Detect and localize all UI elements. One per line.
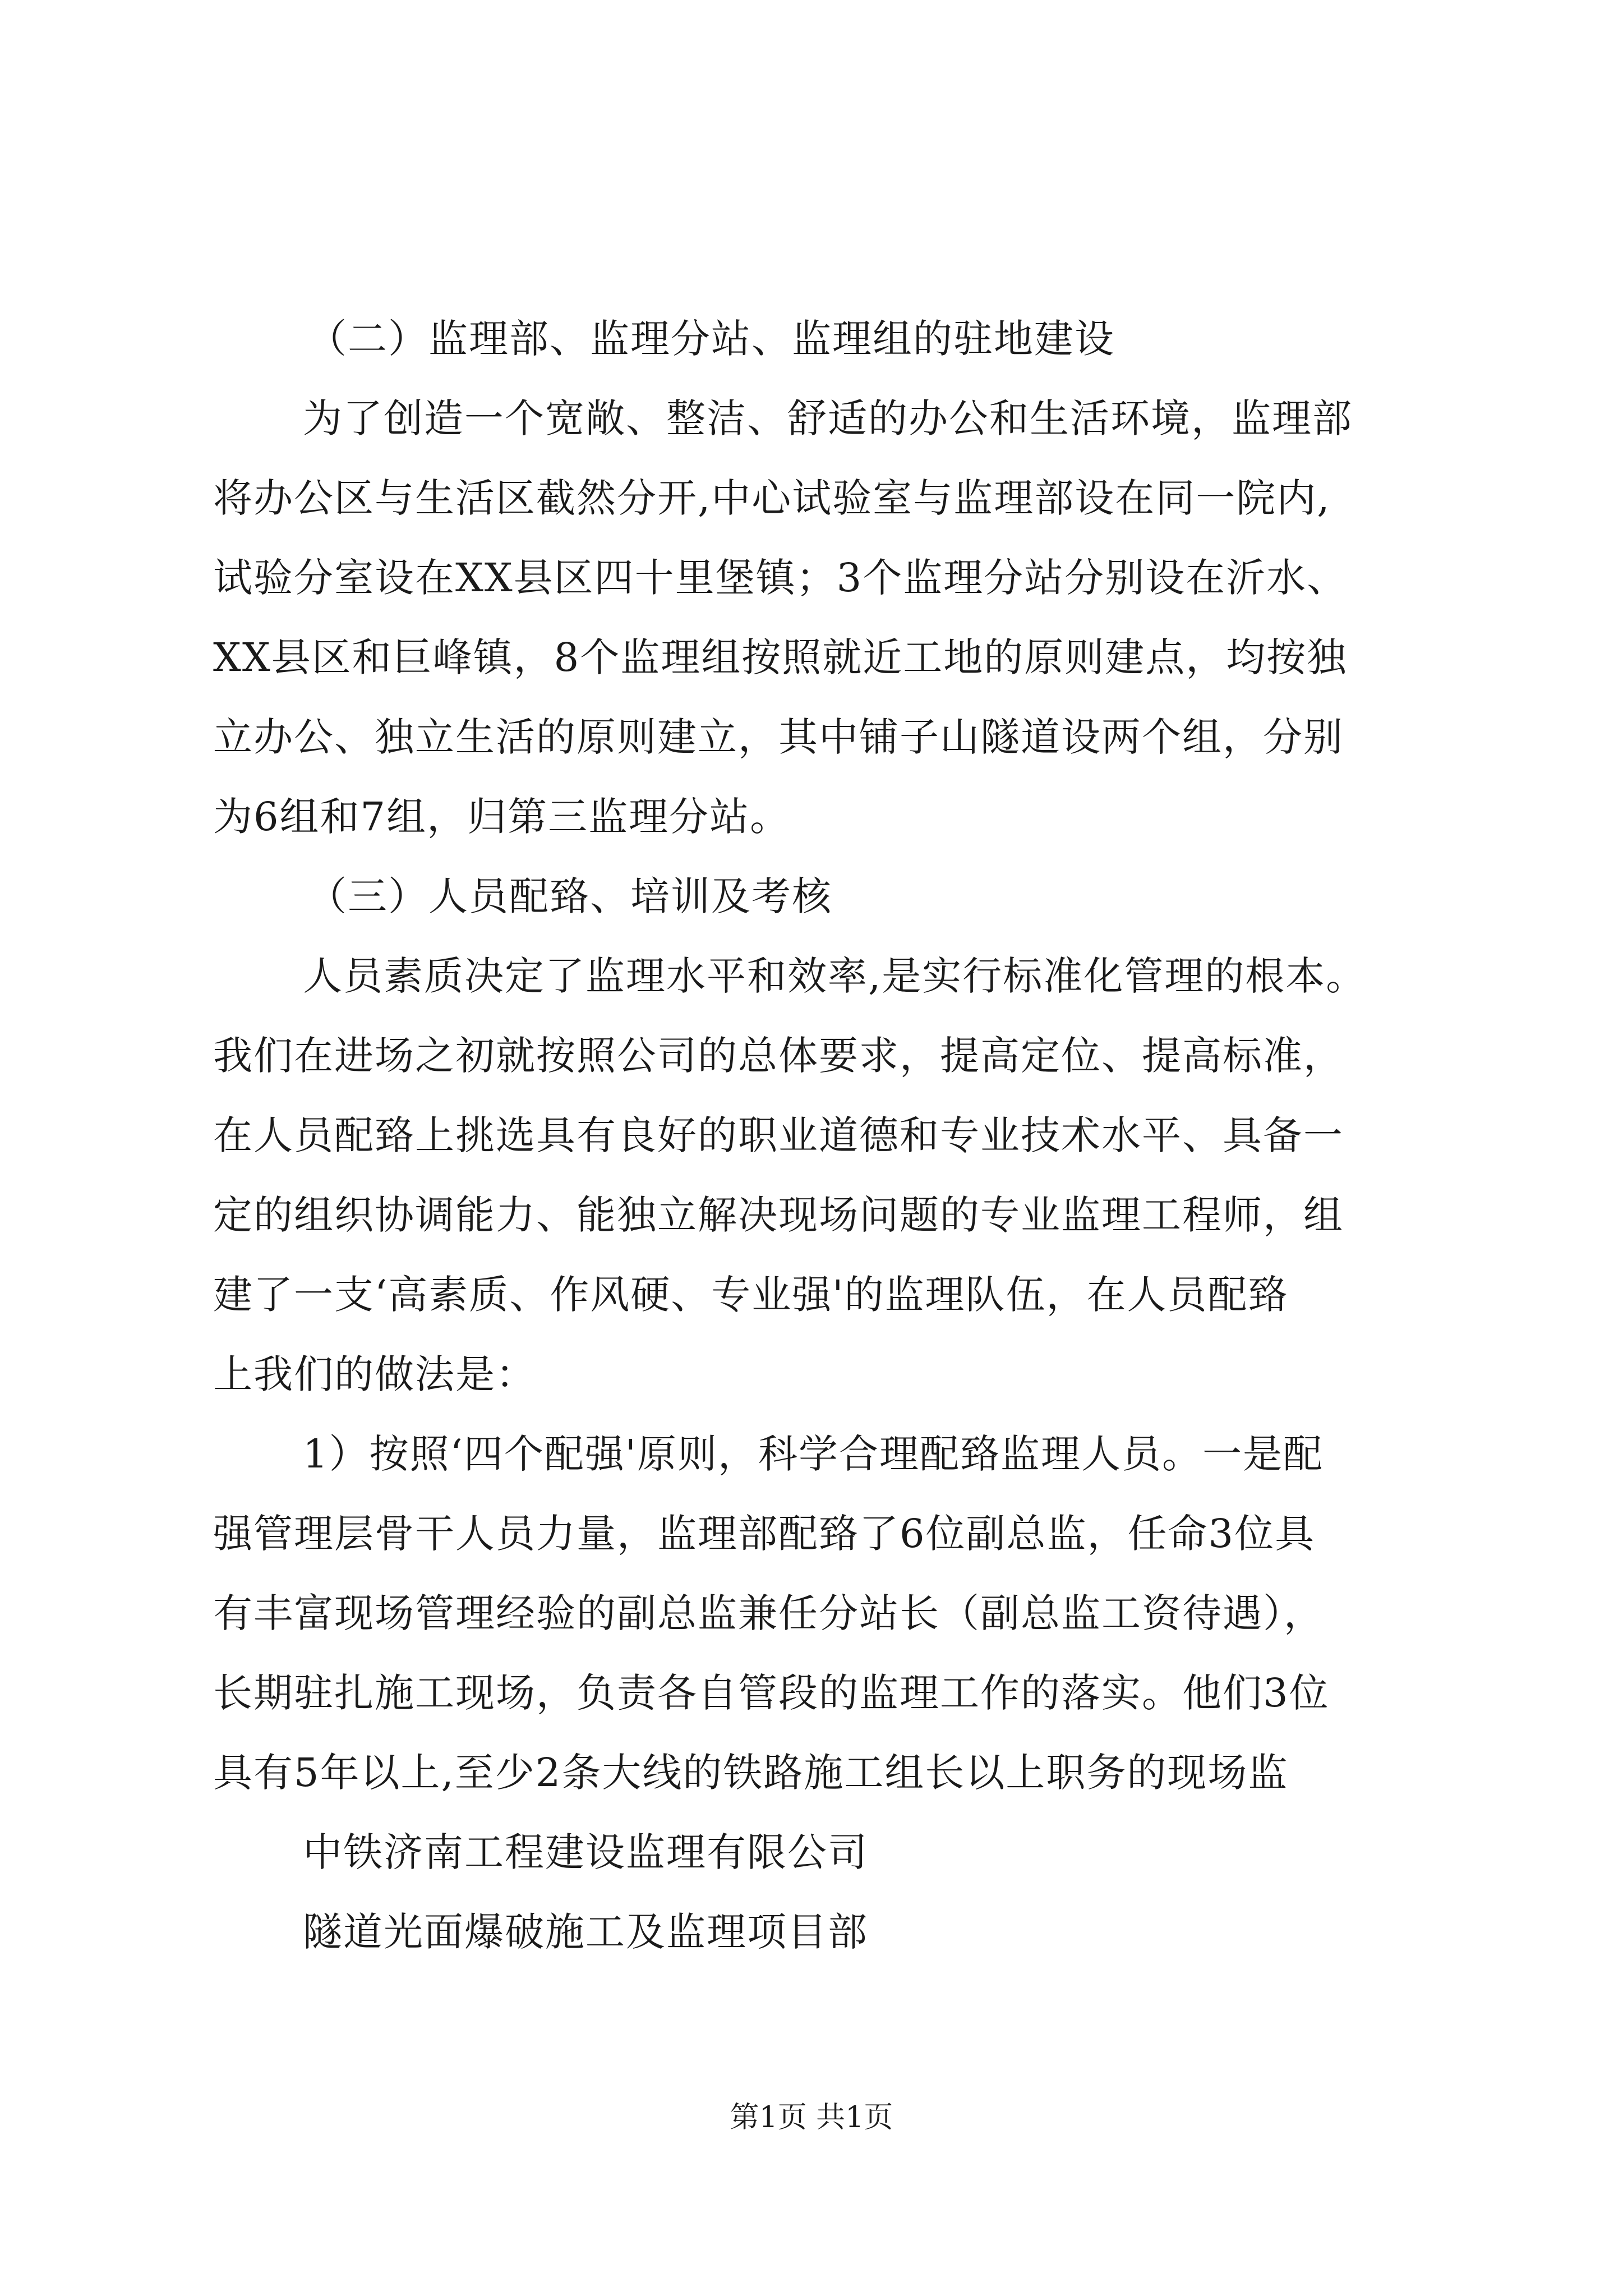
paragraph-line: 在人员配臵上挑选具有良好的职业道德和专业技术水平、具备一 bbox=[213, 1112, 1344, 1158]
paragraph-line: 长期驻扎施工现场，负责各自管段的监理工作的落实。他们3位 bbox=[213, 1670, 1330, 1716]
paragraph-line: 有丰富现场管理经验的副总监兼任分站长（副总监工资待遇）， bbox=[213, 1590, 1324, 1636]
paragraph-line: 立办公、独立生活的原则建立，其中铺子山隧道设两个组，分别 bbox=[213, 714, 1344, 760]
section-heading-2: （二）监理部、监理分站、监理组的驻地建设 bbox=[307, 316, 1115, 362]
page-number: 第1页 共1页 bbox=[730, 2101, 893, 2134]
paragraph-line: 建了一支‘高素质、作风硬、专业强'的监理队伍，在人员配臵 bbox=[213, 1272, 1289, 1318]
paragraph-line: 强管理层骨干人员力量，监理部配臵了6位副总监，任命3位具 bbox=[213, 1511, 1316, 1557]
department-name: 隧道光面爆破施工及监理项目部 bbox=[303, 1909, 868, 1955]
paragraph-line: 具有5年以上,至少2条大线的铁路施工组长以上职务的现场监 bbox=[213, 1750, 1289, 1796]
paragraph-line: 我们在进场之初就按照公司的总体要求，提高定位、提高标准， bbox=[213, 1033, 1344, 1079]
section-heading-3: （三）人员配臵、培训及考核 bbox=[307, 873, 832, 919]
paragraph-line: XX县区和巨峰镇，8个监理组按照就近工地的原则建点，均按独 bbox=[213, 634, 1348, 680]
paragraph-line: 为6组和7组，归第三监理分站。 bbox=[213, 794, 791, 840]
paragraph-line: 试验分室设在XX县区四十里堡镇；3个监理分站分别设在沂水、 bbox=[213, 555, 1348, 601]
paragraph-line: 将办公区与生活区截然分开,中心试验室与监理部设在同一院内, bbox=[213, 475, 1331, 521]
paragraph-line: 1）按照‘四个配强'原则，科学合理配臵监理人员。一是配 bbox=[303, 1431, 1324, 1477]
company-name: 中铁济南工程建设监理有限公司 bbox=[303, 1829, 868, 1875]
paragraph-line: 定的组织协调能力、能独立解决现场问题的专业监理工程师，组 bbox=[213, 1192, 1344, 1238]
paragraph-line: 人员素质决定了监理水平和效率,是实行标准化管理的根本。 bbox=[303, 953, 1367, 999]
paragraph-line: 为了创造一个宽敞、整洁、舒适的办公和生活环境，监理部 bbox=[303, 395, 1353, 441]
paragraph-line: 上我们的做法是： bbox=[213, 1351, 536, 1397]
